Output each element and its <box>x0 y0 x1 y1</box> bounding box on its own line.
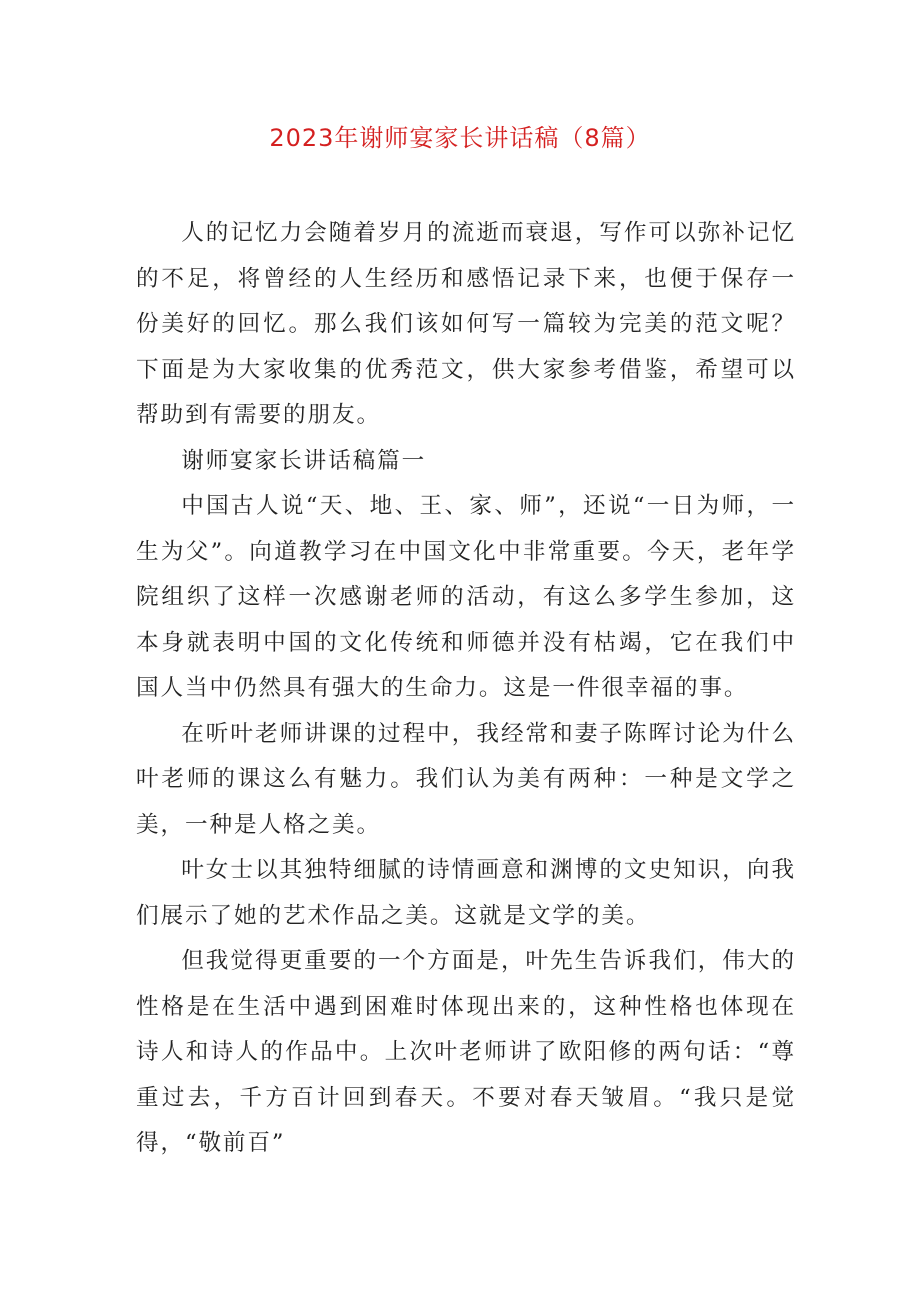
body-paragraph: 在听叶老师讲课的过程中，我经常和妻子陈晖讨论为什么叶老师的课这么有魅力。我们认为美有两种：一种是文学之美，一种是人格之美。 <box>136 720 796 838</box>
section-heading: 谢师宴家长讲话稿篇一 <box>181 447 427 474</box>
document-body <box>136 211 796 1167</box>
document-title: 2023年谢师宴家长讲话稿（8篇） <box>269 124 651 152</box>
body-paragraph: 中国古人说“天、地、王、家、师”，还说“一日为师，一生为父”。向道教学习在中国文化中非常重要。今天，老年学院组织了这样一次感谢老师的活动，有这么多学生参加，这本身就表明中国的文化传统和师德并没有枯竭，它在我们中国人当中仍然具有强大的生命力。这是一件很幸福的事。 <box>136 493 796 701</box>
body-paragraph: 叶女士以其独特细腻的诗情画意和渊博的文史知识，向我们展示了她的艺术作品之美。这就是文学的美。 <box>136 857 796 929</box>
intro-paragraph: 人的记忆力会随着岁月的流逝而衰退，写作可以弥补记忆的不足，将曾经的人生经历和感悟记录下来，也便于保存一份美好的回忆。那么我们该如何写一篇较为完美的范文呢？下面是为大家收集的优秀范文，供大家参考借鉴，希望可以帮助到有需要的朋友。 <box>136 220 796 428</box>
body-paragraph: 但我觉得更重要的一个方面是，叶先生告诉我们，伟大的性格是在生活中遇到困难时体现出来的，这种性格也体现在诗人和诗人的作品中。上次叶老师讲了欧阳修的两句话：“尊重过去，千方百计回到春天。不要对春天皱眉。“我只是觉得，“敬前百” <box>136 948 796 1156</box>
